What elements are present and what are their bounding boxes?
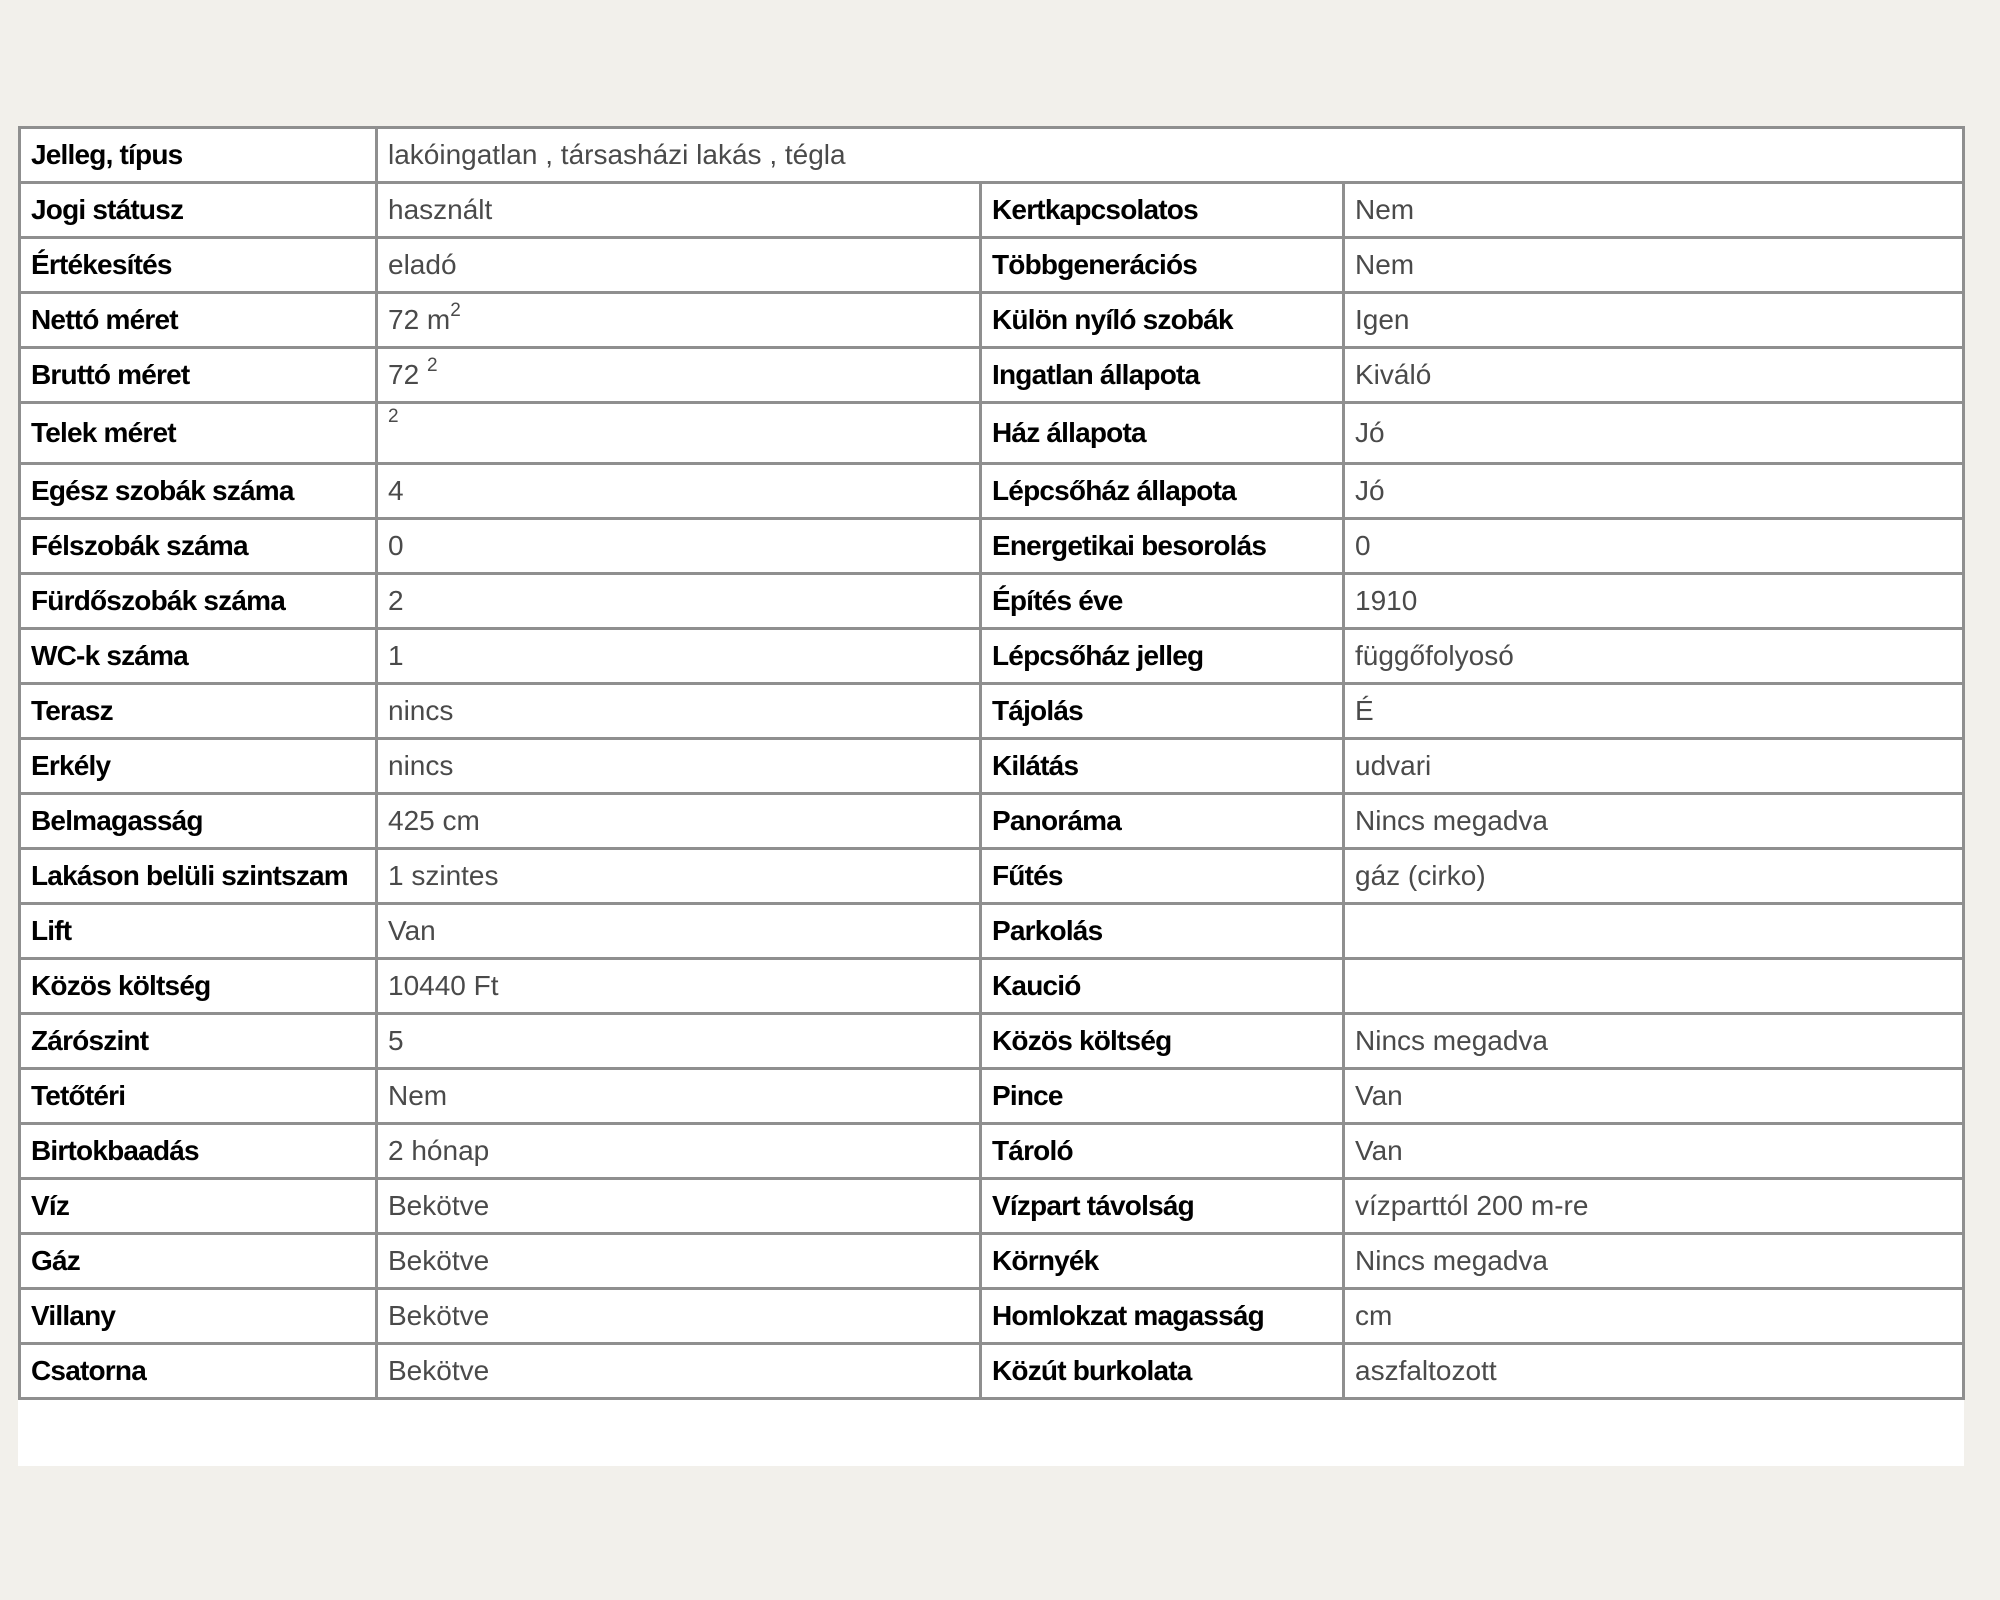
property-value	[1344, 293, 1964, 348]
property-label-text: Homlokzat magasság	[992, 1300, 1264, 1331]
property-value	[1344, 739, 1964, 794]
unit-superscript: 2	[426, 354, 438, 376]
property-label	[20, 1289, 377, 1344]
property-label-text: Tároló	[992, 1135, 1073, 1166]
property-label-text: Lépcsőház állapota	[992, 475, 1236, 506]
property-value	[1344, 574, 1964, 629]
property-label	[20, 1124, 377, 1179]
table-row	[20, 849, 1964, 904]
property-label	[981, 1124, 1344, 1179]
property-label-text: Ház állapota	[992, 417, 1146, 448]
property-value: lakóingatlan , társasházi lakás , tégla	[377, 128, 1964, 183]
property-label	[20, 1069, 377, 1124]
table-row-type	[20, 128, 1964, 183]
property-label-text: Tájolás	[992, 695, 1083, 726]
property-label	[981, 1344, 1344, 1399]
table-row	[20, 959, 1964, 1014]
property-label	[981, 348, 1344, 403]
property-label-text: Környék	[992, 1245, 1099, 1276]
table-row	[20, 1014, 1964, 1069]
property-label-text: WC-k száma	[31, 640, 188, 671]
property-value	[1344, 1069, 1964, 1124]
property-label	[981, 1234, 1344, 1289]
property-label	[20, 519, 377, 574]
table-row	[20, 519, 1964, 574]
property-label-text: Energetikai besorolás	[992, 530, 1267, 561]
property-value-text: cm	[1355, 1300, 1393, 1331]
property-value-text: vízparttól 200 m-re	[1355, 1190, 1589, 1221]
property-label-text: Nettó méret	[31, 304, 178, 335]
property-value	[1344, 959, 1964, 1014]
property-value	[377, 348, 981, 403]
property-label-text: Belmagasság	[31, 805, 203, 836]
property-label-text: Fűtés	[992, 860, 1063, 891]
table-row	[20, 629, 1964, 684]
property-label-text: Tetőtéri	[31, 1080, 126, 1111]
property-value	[377, 519, 981, 574]
property-label	[981, 849, 1344, 904]
property-label-text: Építés éve	[992, 585, 1123, 616]
property-label	[981, 519, 1344, 574]
property-value-text: 0	[1355, 530, 1371, 561]
property-value-text: nincs	[388, 695, 454, 726]
property-label-text: Többgenerációs	[992, 249, 1198, 280]
property-label	[20, 183, 377, 238]
property-value-text: használt	[388, 194, 493, 225]
table-row	[20, 293, 1964, 348]
property-value	[377, 959, 981, 1014]
property-label-text: Parkolás	[992, 915, 1103, 946]
property-label-text: Panoráma	[992, 805, 1121, 836]
property-label	[20, 293, 377, 348]
property-label-text: Félszobák száma	[31, 530, 248, 561]
property-label	[20, 849, 377, 904]
property-label-text: Kaució	[992, 970, 1081, 1001]
property-label-text: Lakáson belüli szintszam	[31, 860, 348, 891]
property-details-table	[18, 126, 1965, 1400]
property-value-text: Nincs megadva	[1355, 805, 1548, 836]
property-value	[1344, 849, 1964, 904]
property-value	[1344, 519, 1964, 574]
property-value-text: Jó	[1355, 417, 1385, 448]
property-label-text: Gáz	[31, 1245, 80, 1276]
property-value	[1344, 1344, 1964, 1399]
property-label	[981, 293, 1344, 348]
property-label	[981, 183, 1344, 238]
table-row	[20, 684, 1964, 739]
property-value	[377, 904, 981, 959]
property-value	[377, 849, 981, 904]
property-value-text: Igen	[1355, 304, 1410, 335]
property-label	[981, 959, 1344, 1014]
property-value	[1344, 464, 1964, 519]
property-label	[981, 1179, 1344, 1234]
property-value-text: Nem	[388, 1080, 448, 1111]
property-label-text: Kilátás	[992, 750, 1079, 781]
property-label-text: Közös költség	[31, 970, 211, 1001]
property-label-text: Víz	[31, 1190, 70, 1221]
property-label	[981, 904, 1344, 959]
property-label	[981, 574, 1344, 629]
property-value	[1344, 1234, 1964, 1289]
property-value	[377, 629, 981, 684]
property-value-text: Nem	[1355, 249, 1415, 280]
property-value-text: 5	[388, 1025, 404, 1056]
property-label-text: Villany	[31, 1300, 116, 1331]
property-label	[981, 684, 1344, 739]
property-value	[377, 739, 981, 794]
table-row	[20, 904, 1964, 959]
property-label	[20, 629, 377, 684]
table-row	[20, 1069, 1964, 1124]
property-label-text: Telek méret	[31, 417, 176, 448]
property-value	[1344, 629, 1964, 684]
property-label	[981, 403, 1344, 464]
property-label	[20, 1344, 377, 1399]
table-row	[20, 739, 1964, 794]
property-label	[981, 739, 1344, 794]
property-value	[377, 684, 981, 739]
property-label	[20, 959, 377, 1014]
property-label-text: Külön nyíló szobák	[992, 304, 1233, 335]
property-label	[20, 348, 377, 403]
property-value	[377, 293, 981, 348]
property-value	[377, 1069, 981, 1124]
unit-superscript: 2	[388, 405, 399, 427]
unit-superscript: 2	[450, 299, 461, 321]
property-value-text: 2	[388, 585, 404, 616]
table-row	[20, 1344, 1964, 1399]
property-value	[1344, 904, 1964, 959]
property-value-text: eladó	[388, 249, 457, 280]
property-value	[1344, 238, 1964, 293]
property-value-text: Bekötve	[388, 1355, 490, 1386]
property-label-text: Terasz	[31, 695, 113, 726]
property-value-text: gáz (cirko)	[1355, 860, 1486, 891]
table-row	[20, 238, 1964, 293]
property-label	[981, 464, 1344, 519]
property-value	[377, 794, 981, 849]
property-value-text: nincs	[388, 750, 454, 781]
property-value	[377, 403, 981, 464]
property-label-text: Bruttó méret	[31, 359, 190, 390]
property-value-text: 4	[388, 475, 404, 506]
property-value	[377, 238, 981, 293]
property-value-text: É	[1355, 695, 1374, 726]
property-value	[1344, 1124, 1964, 1179]
property-value-text: Nincs megadva	[1355, 1245, 1548, 1276]
property-value	[1344, 183, 1964, 238]
property-value-text: 72 m	[388, 304, 451, 335]
property-label	[20, 1179, 377, 1234]
property-label	[981, 629, 1344, 684]
property-label	[20, 739, 377, 794]
property-label-text: Lépcsőház jelleg	[992, 640, 1204, 671]
property-label-text: Csatorna	[31, 1355, 146, 1386]
property-value-text: Van	[1355, 1135, 1403, 1166]
property-value	[377, 1014, 981, 1069]
property-label	[981, 238, 1344, 293]
property-value	[1344, 1014, 1964, 1069]
property-label: Jelleg, típus	[20, 128, 377, 183]
property-label	[20, 574, 377, 629]
property-value-text: Van	[388, 915, 436, 946]
property-value-text: 425 cm	[388, 805, 480, 836]
property-value-text: Bekötve	[388, 1245, 490, 1276]
property-label-text: Egész szobák száma	[31, 475, 294, 506]
property-label	[20, 403, 377, 464]
property-label	[981, 1014, 1344, 1069]
table-row	[20, 183, 1964, 238]
property-value-text: Nincs megadva	[1355, 1025, 1548, 1056]
property-value-text: Jó	[1355, 475, 1385, 506]
property-value	[377, 574, 981, 629]
property-value-text: 1	[388, 640, 404, 671]
property-value-text: 1 szintes	[388, 860, 499, 891]
property-label	[981, 1289, 1344, 1344]
table-row	[20, 403, 1964, 464]
property-value-text: aszfaltozott	[1355, 1355, 1497, 1386]
property-value	[377, 1344, 981, 1399]
property-value	[1344, 794, 1964, 849]
property-label	[20, 238, 377, 293]
property-label-text: Lift	[31, 915, 72, 946]
table-row	[20, 574, 1964, 629]
property-value	[377, 1124, 981, 1179]
property-value	[377, 183, 981, 238]
property-value	[377, 464, 981, 519]
property-value	[1344, 348, 1964, 403]
table-row	[20, 348, 1964, 403]
property-value	[377, 1179, 981, 1234]
property-label	[20, 1234, 377, 1289]
property-label-text: Vízpart távolság	[992, 1190, 1194, 1221]
property-label	[20, 794, 377, 849]
property-label-text: Ingatlan állapota	[992, 359, 1200, 390]
property-value	[377, 1234, 981, 1289]
property-label	[20, 1014, 377, 1069]
property-label-text: Erkély	[31, 750, 111, 781]
property-value-text: Kiváló	[1355, 359, 1432, 390]
property-label	[20, 904, 377, 959]
property-label-text: Jogi státusz	[31, 194, 184, 225]
table-row	[20, 1179, 1964, 1234]
table-row	[20, 1234, 1964, 1289]
property-details-sheet	[18, 126, 1964, 1466]
property-value-text: 0	[388, 530, 404, 561]
property-value	[377, 1289, 981, 1344]
property-label-text: Közös költség	[992, 1025, 1172, 1056]
property-label-text: Zárószint	[31, 1025, 149, 1056]
property-value-text: udvari	[1355, 750, 1432, 781]
property-value-text: Nem	[1355, 194, 1415, 225]
property-label	[981, 1069, 1344, 1124]
property-value-text: függőfolyosó	[1355, 640, 1514, 671]
table-row	[20, 1289, 1964, 1344]
property-value-text: 72	[388, 359, 427, 390]
property-label	[981, 794, 1344, 849]
property-value-text: Van	[1355, 1080, 1403, 1111]
property-label	[20, 464, 377, 519]
table-row	[20, 794, 1964, 849]
property-value	[1344, 403, 1964, 464]
property-value-text: Bekötve	[388, 1300, 490, 1331]
property-label-text: Értékesítés	[31, 249, 172, 280]
table-row	[20, 464, 1964, 519]
property-value	[1344, 1179, 1964, 1234]
property-label-text: Közút burkolata	[992, 1355, 1192, 1386]
property-value-text: 2 hónap	[388, 1135, 490, 1166]
property-label-text: Pince	[992, 1080, 1063, 1111]
property-value	[1344, 684, 1964, 739]
property-value-text: 1910	[1355, 585, 1418, 616]
property-label	[20, 684, 377, 739]
property-value	[1344, 1289, 1964, 1344]
property-label-text: Birtokbaadás	[31, 1135, 199, 1166]
property-value-text: Bekötve	[388, 1190, 490, 1221]
property-label-text: Kertkapcsolatos	[992, 194, 1198, 225]
property-label-text: Fürdőszobák száma	[31, 585, 286, 616]
property-value-text: 10440 Ft	[388, 970, 499, 1001]
table-row	[20, 1124, 1964, 1179]
